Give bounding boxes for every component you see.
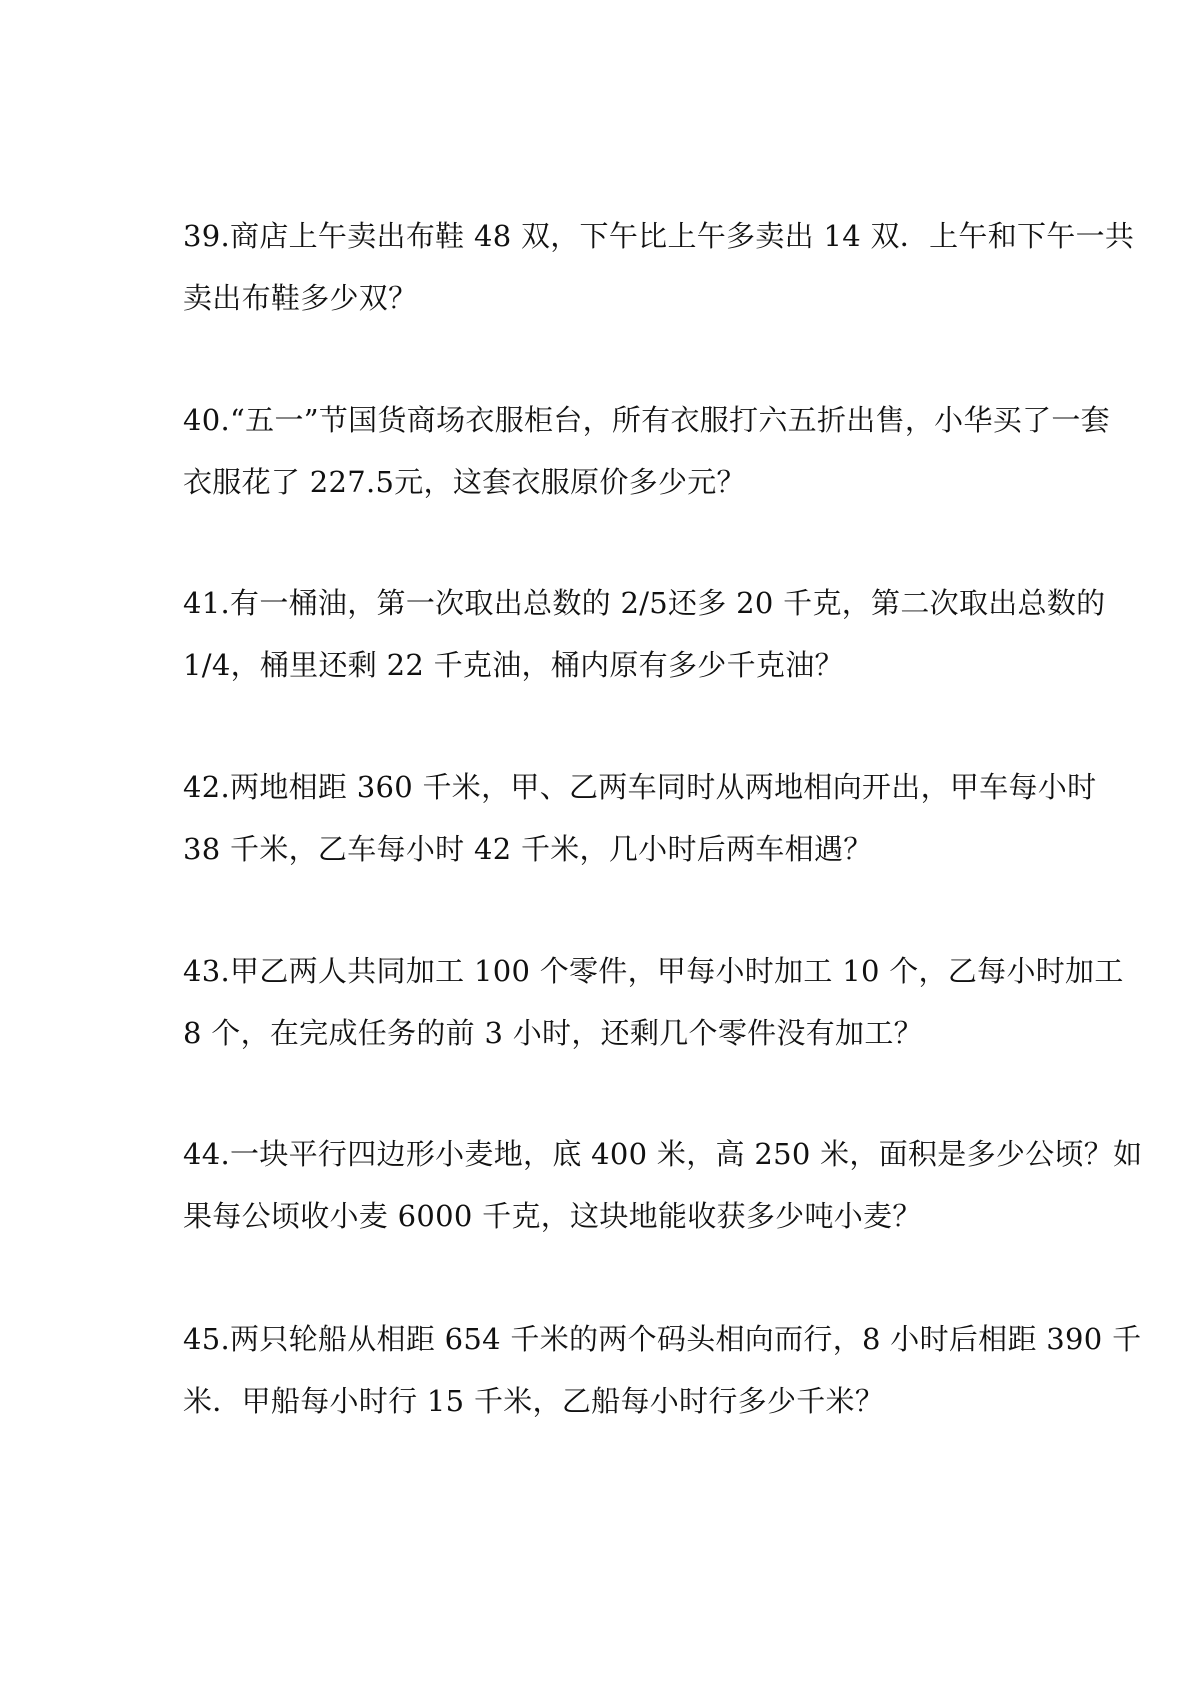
problem-42-line-1: 42.两地相距 360 千米，甲、乙两车同时从两地相向开出，甲车每小时 — [183, 770, 1097, 804]
problem-41-line-2: 1/4，桶里还剩 22 千克油，桶内原有多少千克油？ — [183, 648, 844, 682]
problem-39-line-2: 卖出布鞋多少双？ — [183, 281, 418, 315]
problem-44-line-1: 44.一块平行四边形小麦地，底 400 米，高 250 米，面积是多少公顷？如 — [183, 1137, 1143, 1171]
problem-41-line-1: 41.有一桶油，第一次取出总数的 2/5还多 20 千克，第二次取出总数的 — [183, 586, 1106, 620]
problem-45-line-2: 米．甲船每小时行 15 千米，乙船每小时行多少千米？ — [183, 1384, 885, 1418]
problem-39-line-1: 39.商店上午卖出布鞋 48 双，下午比上午多卖出 14 双．上午和下午一共 — [183, 219, 1135, 253]
problem-44-line-2: 果每公顷收小麦 6000 千克，这块地能收获多少吨小麦？ — [183, 1199, 922, 1233]
problem-43-line-1: 43.甲乙两人共同加工 100 个零件，甲每小时加工 10 个，乙每小时加工 — [183, 954, 1124, 988]
problem-43-line-2: 8 个，在完成任务的前 3 小时，还剩几个零件没有加工？ — [183, 1016, 923, 1050]
problem-45-line-1: 45.两只轮船从相距 654 千米的两个码头相向而行，8 小时后相距 390 千 — [183, 1322, 1142, 1356]
problem-40-line-1: 40.“五一”节国货商场衣服柜台，所有衣服打六五折出售，小华买了一套 — [183, 403, 1110, 437]
problem-42-line-2: 38 千米，乙车每小时 42 千米，几小时后两车相遇？ — [183, 832, 873, 866]
problem-40-line-2: 衣服花了 227.5元，这套衣服原价多少元？ — [183, 465, 746, 499]
